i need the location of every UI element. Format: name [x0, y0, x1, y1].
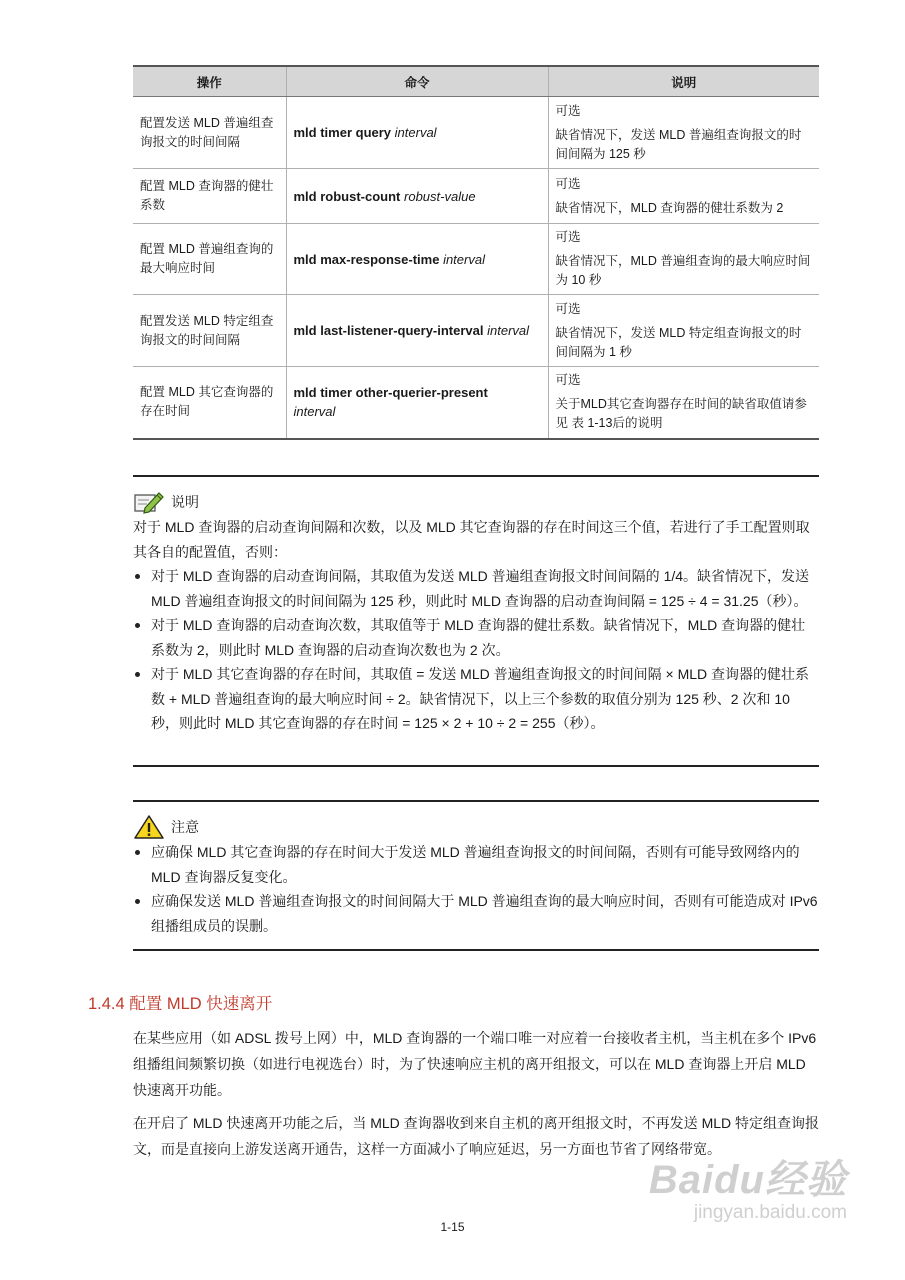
command-argument: robust-value [404, 188, 476, 204]
note-box-header [133, 489, 819, 515]
command-cell [286, 169, 548, 224]
command-argument: interval [487, 323, 530, 338]
command-cell [286, 97, 548, 169]
description-cell [548, 367, 819, 439]
watermark [649, 1158, 847, 1224]
note-list [133, 564, 819, 736]
command-argument: interval [394, 125, 437, 140]
table-row [133, 169, 819, 224]
caution-box [133, 800, 819, 951]
command-keyword: mld robust-count [293, 188, 401, 204]
command-argument: interval [293, 404, 336, 420]
operation-cell: 配置 MLD 查询器的健壮系数 [133, 169, 286, 224]
caution-list [133, 840, 819, 938]
list-item: 对于 MLD 查询器的启动查询间隔，其取值为发送 MLD 普遍组查询报文时间间隔的 1/4。缺省情况下，发送 MLD 普遍组查询报文的时间间隔为 125 秒，则此时 MLD 查询器的启动查询间隔 = 125 ÷ 4 = 31.25（秒）。 [133, 564, 819, 613]
command-keyword: mld last-listener-query-interval [293, 323, 484, 338]
command-keyword: mld timer query [293, 125, 392, 140]
description-text: 缺省情况下，发送 MLD 普遍组查询报文的时间间隔为 125 秒 [555, 127, 802, 161]
watermark-url: jingyan.baidu.com [693, 1202, 847, 1223]
optional-label: 可选 [555, 176, 581, 191]
command-table [133, 65, 819, 440]
command-cell [286, 295, 548, 367]
body-paragraph: 在开启了 MLD 快速离开功能之后，当 MLD 查询器收到来自主机的离开组报文时，不再发送 MLD 特定组查询报文，而是直接向上游发送离开通告，这样一方面减小了响应延迟，另一方面也节省了网络带宽。 [133, 1115, 820, 1157]
optional-label: 可选 [555, 373, 581, 388]
command-cell [286, 224, 548, 295]
body-paragraph: 在某些应用（如 ADSL 拨号上网）中，MLD 查询器的一个端口唯一对应着一台接收者主机，当主机在多个 IPv6 组播组间频繁切换（如进行电视选台）时，为了快速响应主机的离开组报文，可以在 MLD 查询器上开启 MLD 快速离开功能。 [133, 1030, 817, 1098]
description-cell [548, 224, 819, 295]
operation-cell: 配置 MLD 普遍组查询的最大响应时间 [133, 224, 286, 295]
caution-box-header [133, 814, 819, 840]
section-heading: 1.4.4 配置 MLD 快速离开 [88, 995, 273, 1013]
caution-title: 注意 [171, 818, 199, 835]
command-argument: interval [443, 251, 485, 267]
column-header-description: 说明 [548, 66, 819, 97]
command-keyword: mld max-response-time [293, 251, 440, 267]
column-header-command: 命令 [286, 66, 548, 97]
column-header-operation: 操作 [133, 66, 286, 97]
note-box [133, 475, 819, 767]
table-row [133, 295, 819, 367]
warning-icon [133, 814, 165, 840]
page-number: 1-15 [440, 1220, 465, 1234]
optional-label: 可选 [555, 230, 581, 244]
list-item: 对于 MLD 查询器的启动查询次数，其取值等于 MLD 查询器的健壮系数。缺省情况下，MLD 查询器的健壮系数为 2，则此时 MLD 查询器的启动查询次数也为 2 次。 [133, 613, 819, 662]
description-cell [548, 295, 819, 367]
note-title: 说明 [171, 493, 199, 510]
list-item: 对于 MLD 其它查询器的存在时间，其取值 = 发送 MLD 普遍组查询报文的时间间隔 × MLD 查询器的健壮系数 + MLD 普遍组查询的最大响应时间 ÷ 2。缺省情况下，以上三个参数的取值分别为 125 秒、2 次和 10 秒，则此时 MLD 其它查询器的存在时间 = 125 × 2 + 10 ÷ 2 = 255（秒）。 [133, 662, 819, 736]
pencil-icon [133, 489, 165, 515]
list-item: 应确保发送 MLD 普遍组查询报文的时间间隔大于 MLD 普遍组查询的最大响应时间，否则有可能造成对 IPv6 组播组成员的误删。 [133, 889, 819, 938]
description-text: 缺省情况下，MLD 查询器的健壮系数为 2 [555, 200, 784, 215]
description-cell [548, 97, 819, 169]
table-header-row [133, 66, 819, 97]
description-cell [548, 169, 819, 224]
table-row [133, 367, 819, 439]
command-keyword: mld timer other-querier-present [293, 385, 488, 401]
description-text: 缺省情况下，发送 MLD 特定组查询报文的时间间隔为 1 秒 [555, 325, 802, 359]
optional-label: 可选 [555, 301, 581, 316]
watermark-logo: Baidu经验 [648, 1158, 847, 1202]
operation-cell: 配置发送 MLD 普遍组查询报文的时间间隔 [133, 97, 286, 169]
command-cell [286, 367, 548, 439]
note-intro: 对于 MLD 查询器的启动查询间隔和次数，以及 MLD 其它查询器的存在时间这三个值，若进行了手工配置则取其各自的配置值，否则： [133, 519, 810, 560]
table-row [133, 224, 819, 295]
table-row [133, 97, 819, 169]
list-item: 应确保 MLD 其它查询器的存在时间大于发送 MLD 普遍组查询报文的时间间隔，否则有可能导致网络内的 MLD 查询器反复变化。 [133, 840, 819, 889]
optional-label: 可选 [555, 103, 581, 118]
description-text: 关于MLD其它查询器存在时间的缺省取值请参见 表 1-13后的说明 [555, 397, 807, 431]
description-text: 缺省情况下，MLD 普遍组查询的最大响应时间为 10 秒 [555, 254, 811, 287]
operation-cell: 配置发送 MLD 特定组查询报文的时间间隔 [133, 295, 286, 367]
operation-cell: 配置 MLD 其它查询器的存在时间 [133, 367, 286, 439]
